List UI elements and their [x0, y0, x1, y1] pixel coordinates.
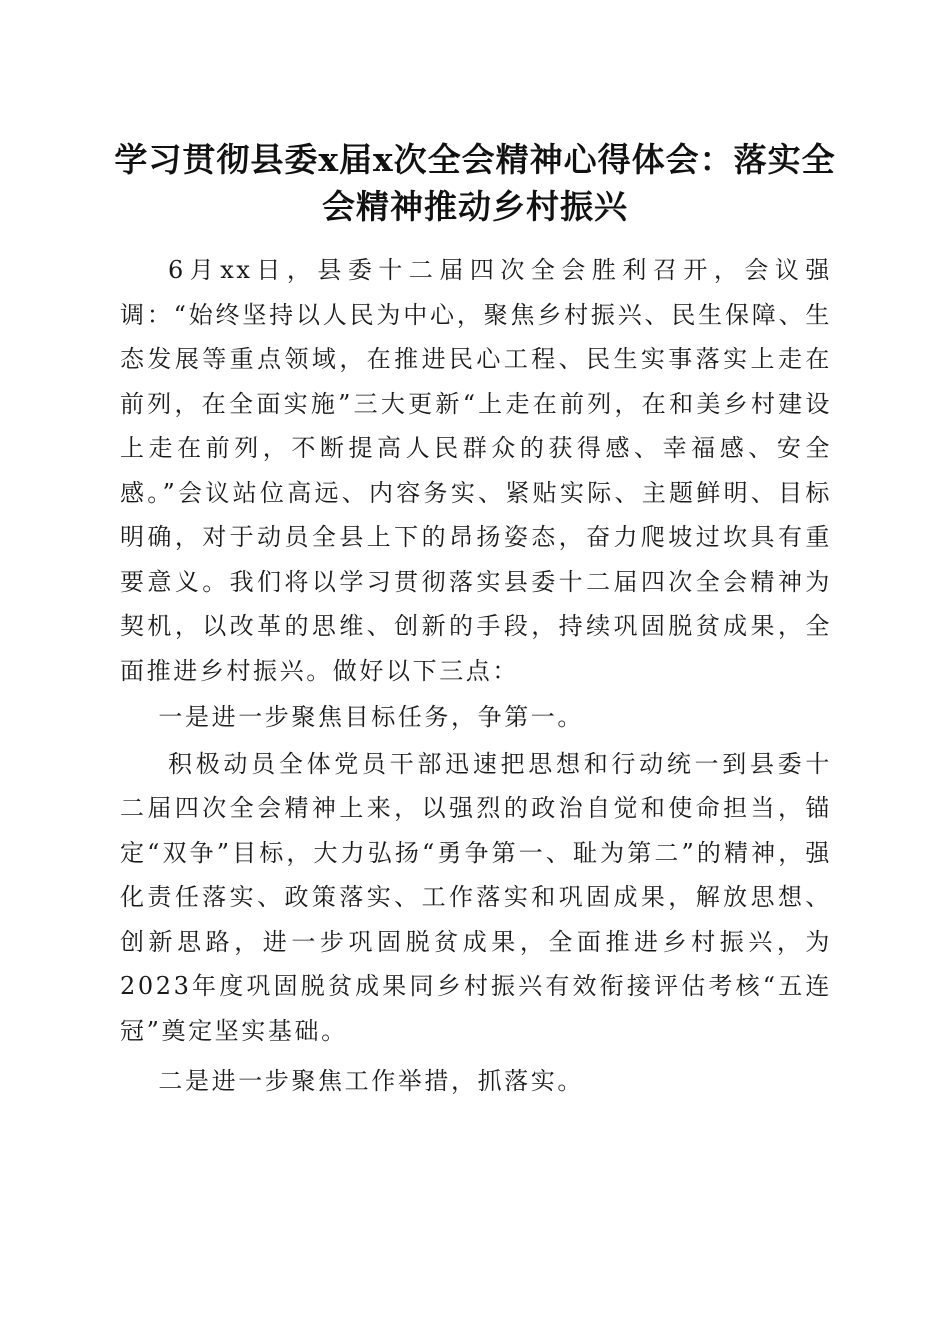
document-title: 学习贯彻县委x届x次全会精神心得体会：落实全会精神推动乡村振兴 — [114, 140, 836, 226]
point-one-paragraph: 积极动员全体党员干部迅速把思想和行动统一到县委十二届四次全会精神上来，以强烈的政治自觉和使命担当，锚定“双争”目标，大力弘扬“勇争第一、耻为第二”的精神，强化责任落实、政策落实、工作落实和巩固成果，解放思想、创新思路，进一步巩固脱贫成果，全面推进乡村振兴，为2023年度巩固脱贫成果同乡村振兴有效衔接评估考核“五连冠”奠定坚实基础。 — [120, 749, 832, 1045]
point-one-heading: 一是进一步聚焦目标任务，争第一。 — [158, 703, 584, 731]
document-body — [120, 248, 832, 1104]
point-two-heading: 二是进一步聚焦工作举措，抓落实。 — [158, 1067, 584, 1095]
intro-paragraph: 6月xx日，县委十二届四次全会胜利召开，会议强调：“始终坚持以人民为中心，聚焦乡村振兴、民生保障、生态发展等重点领域，在推进民心工程、民生实事落实上走在前列，在全面实施”三大更新“上走在前列，在和美乡村建设上走在前列，不断提高人民群众的获得感、幸福感、安全感。”会议站位高远、内容务实、紧贴实际、主题鲜明、目标明确，对于动员全县上下的昂扬姿态，奋力爬坡过坎具有重要意义。我们将以学习贯彻落实县委十二届四次全会精神为契机，以改革的思维、创新的手段，持续巩固脱贫成果，全面推进乡村振兴。做好以下三点： — [120, 256, 832, 685]
